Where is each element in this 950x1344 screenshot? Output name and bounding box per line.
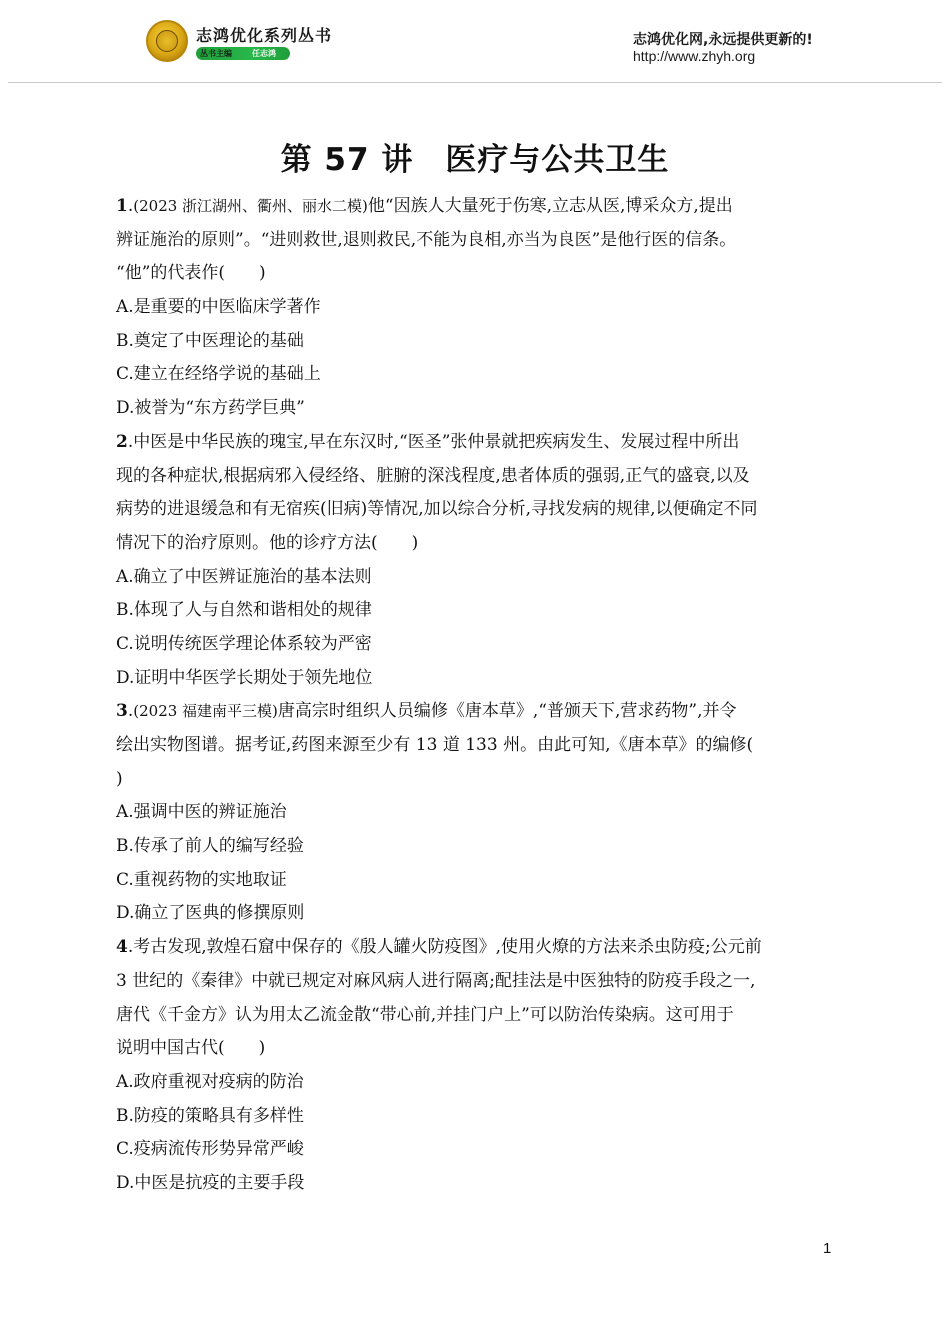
question-2-line-3: 病势的进退缓急和有无宿疾(旧病)等情况,加以综合分析,寻找发病的规律,以便确定不同 <box>116 499 758 520</box>
option-b: B.传承了前人的编写经验 <box>116 836 304 857</box>
option-b: B.体现了人与自然和谐相处的规律 <box>116 600 372 621</box>
question-source: (2023 福建南平三模) <box>133 702 278 721</box>
question-number: 4 <box>116 937 128 958</box>
question-3-line-1: 3.(2023 福建南平三模)唐高宗时组织人员编修《唐本草》,“普颁天下,营求药物”,并令 <box>116 701 737 722</box>
question-stem: .中医是中华民族的瑰宝,早在东汉时,“医圣”张仲景就把疾病发生、发展过程中所出 <box>127 431 740 452</box>
series-title: 志鸿优化系列丛书 <box>196 26 333 45</box>
option-c: C.建立在经络学说的基础上 <box>116 364 321 385</box>
header-divider <box>8 82 942 83</box>
option-a: A.政府重视对疫病的防治 <box>116 1071 304 1092</box>
editor-tag: 丛书主编 <box>200 49 232 58</box>
question-list <box>116 190 836 1201</box>
question-source: (2023 浙江湖州、衢州、丽水二模) <box>133 197 368 215</box>
question-4-line-2: 3 世纪的《秦律》中就已规定对麻风病人进行隔离;配挂法是中医独特的防疫手段之一, <box>116 970 756 991</box>
page-number: 1 <box>823 1240 832 1257</box>
question-3-line-2: 绘出实物图谱。据考证,药图来源至少有 13 道 133 州。由此可知,《唐本草》的编修( <box>116 735 754 755</box>
question-4-line-1 <box>116 931 836 965</box>
option-d: D.证明中华医学长期处于领先地位 <box>116 667 373 688</box>
question-3-line-3: ) <box>116 768 123 789</box>
question-stem: 他“因族人大量死于伤寒,立志从医,博采众方,提出 <box>367 196 733 216</box>
option-c: C.疫病流传形势异常严峻 <box>116 1139 304 1160</box>
header-url: http://www.zhyh.org <box>633 48 756 64</box>
question-1-line-2: 辨证施治的原则”。“进则救世,退则救民,不能为良相,亦当为良医”是他行医的信条。 <box>116 229 737 250</box>
question-4-line-4: 说明中国古代( ) <box>116 1038 266 1059</box>
question-number: 3 <box>116 701 128 722</box>
question-2-line-2: 现的各种症状,根据病邪入侵经络、脏腑的深浅程度,患者体质的强弱,正气的盛衰,以及 <box>116 465 750 486</box>
logo-seal-icon <box>146 20 188 62</box>
option-a: A.是重要的中医临床学著作 <box>116 297 321 318</box>
option-c: C.说明传统医学理论体系较为严密 <box>116 633 372 654</box>
question-2-line-1 <box>116 426 836 460</box>
page-title: 第 57 讲 医疗与公共卫生 <box>280 142 670 178</box>
question-2-line-4: 情况下的治疗原则。他的诊疗方法( ) <box>116 532 419 553</box>
option-a: A.强调中医的辨证施治 <box>116 802 287 823</box>
option-a: A.确立了中医辨证施治的基本法则 <box>116 566 372 587</box>
question-4-line-3: 唐代《千金方》认为用太乙流金散“带心前,并挂门户上”可以防治传染病。这可用于 <box>116 1004 734 1025</box>
question-stem: .考古发现,敦煌石窟中保存的《殷人罐火防疫图》,使用火燎的方法来杀虫防疫;公元前 <box>127 937 762 958</box>
question-1-line-1: 1.(2023 浙江湖州、衢州、丽水二模)他“因族人大量死于伤寒,立志从医,博采众方,提出 <box>116 196 733 216</box>
option-c: C.重视药物的实地取证 <box>116 869 287 890</box>
question-1-line-3: “他”的代表作( ) <box>116 263 266 284</box>
header-slogan: 志鸿优化网,永远提供更新的! <box>633 32 813 48</box>
editor-name: 任志鸿 <box>252 49 276 58</box>
logo-seal-inner <box>156 30 178 52</box>
question-number: 2 <box>116 431 128 452</box>
option-d: D.被誉为“东方药学巨典” <box>116 398 305 419</box>
page-header <box>0 0 950 82</box>
question-number: 1 <box>116 196 128 216</box>
option-b: B.防疫的策略具有多样性 <box>116 1105 304 1126</box>
question-stem: 唐高宗时组织人员编修《唐本草》,“普颁天下,营求药物”,并令 <box>277 701 737 722</box>
option-d: D.确立了医典的修撰原则 <box>116 903 305 924</box>
option-b: B.奠定了中医理论的基础 <box>116 330 304 351</box>
option-d: D.中医是抗疫的主要手段 <box>116 1172 305 1193</box>
